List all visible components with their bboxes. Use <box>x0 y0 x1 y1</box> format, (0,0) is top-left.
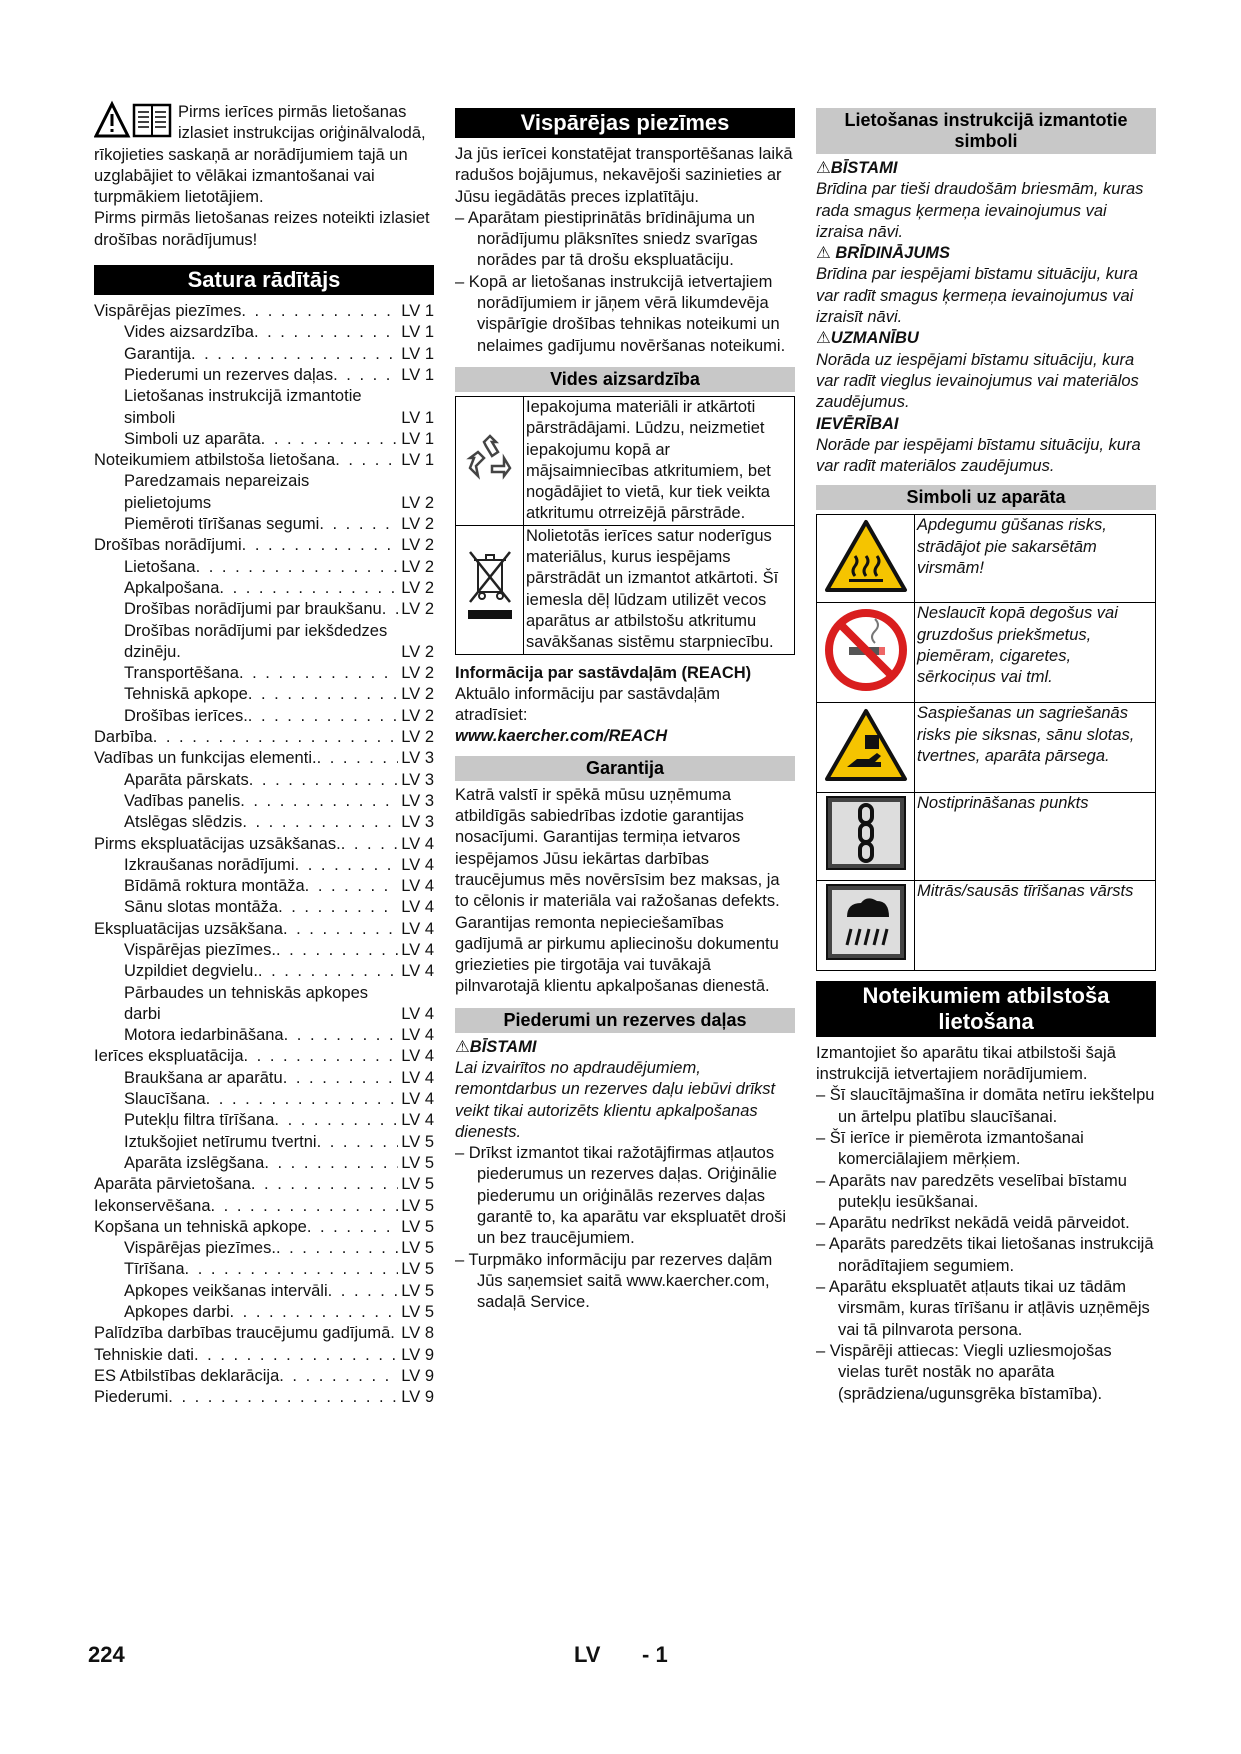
toc-item[interactable] <box>94 791 434 812</box>
toc-item-title: Bīdāmā roktura montāža <box>124 877 305 896</box>
toc-item-title: Iztukšojiet netīrumu tvertni <box>124 1132 317 1151</box>
toc-leader-dots <box>295 855 399 876</box>
toc-item[interactable] <box>94 876 434 897</box>
toc-item[interactable] <box>94 1196 434 1217</box>
toc-leader-dots <box>191 344 398 365</box>
toc-leader-dots <box>230 1302 399 1323</box>
toc-item[interactable] <box>94 471 434 514</box>
toc-item-page: LV 2 <box>401 728 434 747</box>
toc-leader-dots <box>194 1345 398 1366</box>
toc-leader-dots <box>317 748 399 769</box>
danger-triangle-icon: ⚠ <box>455 1037 470 1056</box>
environment-row <box>456 525 795 654</box>
recycle-icon <box>456 396 524 525</box>
toc-item[interactable] <box>94 535 434 556</box>
toc-item[interactable] <box>94 557 434 578</box>
toc-item-page: LV 8 <box>401 1324 434 1343</box>
toc-item-page: LV 4 <box>401 1090 434 1109</box>
accessories-bullet: – Turpmāko informāciju par rezerves daļām Jūs saņemsiet saitā www.kaercher.com, sadaļā Service. <box>455 1250 795 1314</box>
toc-item-page: LV 4 <box>401 1111 434 1130</box>
toc-item-page: LV 3 <box>401 770 434 789</box>
warning-triangle-icon: ⚠ <box>816 244 836 263</box>
toc-leader-dots <box>219 578 398 599</box>
footer-sub-page: - 1 <box>642 1642 668 1667</box>
device-symbol-row <box>817 880 1156 970</box>
page-number: 224 <box>88 1642 125 1667</box>
device-symbol-text: Nostiprināšanas punkts <box>915 793 1156 880</box>
toc-item-page: LV 3 <box>401 813 434 832</box>
symbols-manual-heading: Lietošanas instrukcijā izmantotie simboli <box>816 108 1156 154</box>
toc-item-title: Apkopes darbi <box>124 1303 230 1322</box>
toc-item-page: LV 2 <box>401 664 434 683</box>
symbol-text-warning: Brīdina par iespējami bīstamu situāciju, kura var radīt smagus ķermeņa ievainojumus vai izraisīt nāvi. <box>816 265 1138 327</box>
toc-item-page: LV 4 <box>401 1068 434 1087</box>
device-symbol-text: Apdegumu gūšanas risks, strādājot pie sakarsētām virsmām! <box>915 515 1156 603</box>
toc-leader-dots <box>241 301 398 322</box>
toc-item-title: Drošības norādījumi par braukšanu <box>124 600 382 619</box>
toc-item-page: LV 5 <box>401 1260 434 1279</box>
toc-item[interactable] <box>94 1110 434 1131</box>
toc-leader-dots <box>206 1089 399 1110</box>
intro-icons <box>94 100 174 142</box>
general-bullet: – Aparātam piestiprinātās brīdinājuma un norādījumu plāksnītes sniedz svarīgas norādes par tā drošu ekspluatāciju. <box>455 208 795 272</box>
toc-leader-dots <box>211 1196 399 1217</box>
toc-item-page: LV 1 <box>401 323 434 342</box>
toc-leader-dots <box>284 1025 399 1046</box>
caution-triangle-icon: ⚠ <box>816 329 831 348</box>
warranty-heading: Garantija <box>455 756 795 781</box>
environment-row <box>456 396 795 525</box>
column-left <box>94 100 434 1409</box>
toc-item-page: LV 4 <box>401 1047 434 1066</box>
toc-item[interactable] <box>94 834 434 855</box>
toc-item[interactable] <box>94 1217 434 1238</box>
toc-leader-dots <box>251 1174 398 1195</box>
wet-dry-valve-icon <box>817 880 915 970</box>
toc-item-title: ES Atbilstības deklarācija <box>94 1366 280 1385</box>
device-symbol-row <box>817 793 1156 880</box>
toc-item-page: LV 5 <box>401 1196 434 1215</box>
device-symbol-row <box>817 515 1156 603</box>
device-symbol-text: Neslaucīt kopā degošus vai gruzdošus priekšmetus, piemēram, cigaretes, sērkociņus vai tml. <box>915 603 1156 703</box>
toc-item-page: LV 5 <box>401 1239 434 1258</box>
toc-item-page: LV 1 <box>401 344 434 363</box>
column-right <box>816 100 1156 1405</box>
toc-item-title: Apkalpošana <box>124 578 220 597</box>
symbol-text-notice: Norāde par iespējami bīstamu situāciju, kura var radīt materiālos zaudējumus. <box>816 435 1141 476</box>
toc-item-title: Tehniskie dati <box>94 1345 194 1364</box>
toc-item-page: LV 9 <box>401 1388 434 1407</box>
intended-use-bullet: – Šī slaucītājmašīna ir domāta netīru iekštelpu un ārtelpu platību slaucīšanai. <box>816 1085 1156 1128</box>
toc-item-title: Darbība <box>94 728 153 747</box>
toc-item-title: Motora iedarbināšana <box>124 1026 284 1045</box>
toc-item-title: Lietošana <box>124 557 196 576</box>
toc-leader-dots <box>335 450 398 471</box>
toc-item[interactable] <box>94 983 434 1026</box>
hand-crush-warning-icon <box>817 703 915 793</box>
toc-leader-dots <box>240 791 398 812</box>
toc-item-title: Aparāta izslēgšana <box>124 1153 265 1172</box>
toc-leader-dots <box>328 1281 399 1302</box>
toc-item-title: Atslēgas slēdzis <box>124 813 243 832</box>
toc-leader-dots <box>248 684 398 705</box>
general-bullet: – Kopā ar lietošanas instrukcijā ietvertajiem norādījumiem ir jāņem vērā likumdevēja vispārīgie drošības tehnikas noteikumi un nelaimes gadījumu novēršanas noteikumi. <box>455 272 795 357</box>
toc-leader-dots <box>317 1132 399 1153</box>
toc-leader-dots <box>278 897 398 918</box>
toc-item[interactable] <box>94 344 434 365</box>
general-heading: Vispārējas piezīmes <box>455 108 795 138</box>
toc-leader-dots <box>390 1323 398 1344</box>
toc-item[interactable] <box>94 1174 434 1195</box>
toc-item[interactable] <box>94 1238 434 1259</box>
toc-leader-dots <box>264 1153 398 1174</box>
toc-item-page: LV 2 <box>401 536 434 555</box>
toc-item-title: Piederumi <box>94 1388 169 1407</box>
intended-use-bullet: – Vispārēji attiecas: Viegli uzliesmojošas vielas turēt nostāk no aparāta (sprādziena/ugunsgrēka bīstamība). <box>816 1341 1156 1405</box>
manual-book-icon <box>134 105 170 136</box>
toc-item-title: Apkopes veikšanas intervāli <box>124 1281 328 1300</box>
symbol-label-notice: IEVĒRĪBAI <box>816 414 899 433</box>
footer-language: LV <box>574 1642 601 1667</box>
toc-item-title: Pirms ekspluatācijas uzsākšanas. <box>94 834 341 853</box>
toc-item-title: Vadības un funkcijas elementi. <box>94 749 317 768</box>
toc-item[interactable] <box>94 1387 434 1408</box>
toc-item-page: LV 4 <box>401 877 434 896</box>
toc-leader-dots <box>283 919 398 940</box>
toc-item[interactable] <box>94 365 434 386</box>
toc-item-page: LV 2 <box>401 493 434 512</box>
intended-use-bullet: – Aparāts paredzēts tikai lietošanas instrukcijā norādītajiem segumiem. <box>816 1234 1156 1277</box>
crossed-bin-icon <box>456 525 524 654</box>
environment-row-text: Nolietotās ierīces satur noderīgus materiālus, kurus iespējams pārstrādāt un izmantot atkārtoti. Šī iemesla dēļ lūdzam utilizēt vecos aparātus ar atbilstošu atkritumu savākšanas sistēmu starpniecību. <box>524 525 795 654</box>
environment-row-text: Iepakojuma materiāli ir atkārtoti pārstrādājami. Lūdzu, neizmetiet iepakojumu kopā ar mājsaimniecības atkritumiem, bet nogādājiet to vietā, kur tiek veikta atkritumu otrreizējā pārstrāde. <box>524 396 795 525</box>
toc-item-title: Kopšana un tehniskā apkope <box>94 1217 307 1236</box>
environment-heading: Vides aizsardzība <box>455 367 795 392</box>
toc-item-title: Vadības panelis <box>124 791 241 810</box>
toc-item-title: Iekonservēšana <box>94 1196 211 1215</box>
toc-item-page: LV 1 <box>401 302 434 321</box>
toc-item[interactable] <box>94 450 434 471</box>
toc-leader-dots <box>305 876 399 897</box>
toc-item[interactable] <box>94 429 434 450</box>
toc-item-title: Drošības norādījumi par iekšdedzes dzinēju. <box>124 621 388 661</box>
toc-item[interactable] <box>94 770 434 791</box>
toc-item[interactable] <box>94 301 434 322</box>
toc-item[interactable] <box>94 961 434 982</box>
toc-item[interactable] <box>94 1089 434 1110</box>
toc-item-page: LV 4 <box>401 834 434 853</box>
intended-use-bullet: – Aparātu nedrīkst nekādā veidā pārveidot. <box>816 1213 1156 1234</box>
toc-leader-dots <box>276 1238 398 1259</box>
toc-leader-dots <box>261 429 399 450</box>
toc-item-page: LV 2 <box>401 515 434 534</box>
symbol-label-warning: ⚠ BRĪDINĀJUMS <box>816 244 950 263</box>
toc-leader-dots <box>239 663 398 684</box>
accessories-danger-text: Lai izvairītos no apdraudējumiem, remontdarbus un rezerves daļu iebūvi drīkst veikt tikai autorizēts klientu apkalpošanas dienests. <box>455 1058 776 1141</box>
toc-leader-dots <box>168 1387 398 1408</box>
symbol-label-caution: ⚠UZMANĪBU <box>816 329 919 348</box>
toc-item-page: LV 3 <box>401 791 434 810</box>
toc-item-page: LV 4 <box>401 962 434 981</box>
toc-item-title: Simboli uz aparāta <box>124 429 261 448</box>
toc-item-title: Ekspluatācijas uzsākšana <box>94 919 283 938</box>
reach-text: Aktuālo informāciju par sastāvdaļām atradīsiet: <box>455 684 721 725</box>
toc-item[interactable] <box>94 706 434 727</box>
toc-item[interactable] <box>94 1323 434 1344</box>
toc-item[interactable] <box>94 1153 434 1174</box>
toc-item-page: LV 5 <box>401 1153 434 1172</box>
toc-item-page: LV 2 <box>401 706 434 725</box>
toc-item-title: Transportēšana <box>124 664 239 683</box>
toc-item-title: Garantija <box>124 344 191 363</box>
toc-item[interactable] <box>94 812 434 833</box>
device-symbol-row <box>817 603 1156 703</box>
symbol-text-caution: Norāda uz iespējami bīstamu situāciju, kura var radīt vieglus ievainojumus vai materiālos zaudējumus. <box>816 350 1139 412</box>
hot-surface-warning-icon <box>817 515 915 603</box>
toc-leader-dots <box>249 770 399 791</box>
warranty-text: Katrā valstī ir spēkā mūsu uzņēmuma atbildīgās sabiedrības izdotie garantijas nosacījumi. Garantijas termiņa ietvaros iespējamos Jūsu iekārtas darbības traucējumus mēs novērsīsim bez maksas, ja to cēlonis ir materiāla vai ražošanas defekts. Garantijas remonta nepieciešamības gadījumā ar pirkumu apliecinošu dokumentu griezieties pie tirgotāja vai tuvākajā pilnvarotajā klientu apkalpošanas dienestā. <box>455 785 780 996</box>
device-symbol-text: Mitrās/sausās tīrīšanas vārsts <box>915 880 1156 970</box>
toc-leader-dots <box>307 1217 398 1238</box>
toc-item-title: Putekļu filtra tīrīšana <box>124 1111 275 1130</box>
toc-item-title: Tīrīšana <box>124 1260 185 1279</box>
toc-item-title: Aparāta pārvietošana <box>94 1175 251 1194</box>
toc-item-title: Vides aizsardzība <box>124 323 254 342</box>
toc-item-title: Vispārējas piezīmes. <box>124 940 276 959</box>
intended-use-bullet: – Aparāts nav paredzēts veselībai bīstamu putekļu iesūkšanai. <box>816 1171 1156 1214</box>
chain-tie-down-icon <box>817 793 915 880</box>
accessories-heading: Piederumi un rezerves daļas <box>455 1008 795 1033</box>
intro-block <box>94 100 434 251</box>
accessories-bullet: – Drīkst izmantot tikai ražotājfirmas atļautos piederumus un rezerves daļas. Oriģinālie piederumu un oriģinālās rezerves daļas garantē to, ka aparātu var ekspluatēt droši un bez traucējumiem. <box>455 1143 795 1249</box>
danger-triangle-icon: ⚠ <box>816 159 831 177</box>
device-symbol-text: Saspiešanas un sagriešanās risks pie siksnas, sānu slotas, tvertnes, aparāta pārsega. <box>915 703 1156 793</box>
toc-item[interactable] <box>94 1302 434 1323</box>
intended-use-heading: Noteikumiem atbilstoša lietošana <box>816 981 1156 1037</box>
accessories-danger-label: ⚠BĪSTAMI <box>455 1037 537 1056</box>
toc-item-title: Lietošanas instrukcijā izmantotie simboli <box>124 387 362 427</box>
toc-item[interactable] <box>94 1025 434 1046</box>
toc-item[interactable] <box>94 919 434 940</box>
reach-link[interactable]: www.kaercher.com/REACH <box>455 727 668 746</box>
toc-leader-dots <box>242 535 399 556</box>
toc-leader-dots <box>242 812 398 833</box>
toc-item[interactable] <box>94 322 434 343</box>
toc-item[interactable] <box>94 1281 434 1302</box>
toc-item-page: LV 5 <box>401 1303 434 1322</box>
toc-item-title: Pārbaudes un tehniskās apkopes darbi <box>124 983 369 1023</box>
toc-item[interactable] <box>94 1132 434 1153</box>
intended-use-text: Izmantojiet šo aparātu tikai atbilstoši šajā instrukcijā ietvertajiem norādījumiem. <box>816 1043 1116 1084</box>
toc-leader-dots <box>382 599 399 620</box>
toc-item-page: LV 2 <box>401 578 434 597</box>
toc-item-title: Vispārējas piezīmes <box>94 302 242 321</box>
toc-item[interactable] <box>94 940 434 961</box>
toc-leader-dots <box>196 557 399 578</box>
toc-item-page: LV 4 <box>401 855 434 874</box>
toc-item-title: Paredzamais nepareizais pielietojums <box>124 472 310 512</box>
toc-item-page: LV 1 <box>401 451 434 470</box>
toc-item-title: Sānu slotas montāža <box>124 898 279 917</box>
toc-item-page: LV 1 <box>401 429 434 448</box>
toc-leader-dots <box>254 322 398 343</box>
toc-item[interactable] <box>94 1068 434 1089</box>
toc-item[interactable] <box>94 897 434 918</box>
toc-leader-dots <box>258 961 398 982</box>
toc-item-page: LV 2 <box>401 600 434 619</box>
toc-item[interactable] <box>94 514 434 535</box>
warning-triangle-icon <box>94 100 174 140</box>
environment-table <box>455 396 795 655</box>
toc-item-title: Vispārējas piezīmes. <box>124 1239 276 1258</box>
toc-item-title: Palīdzība darbības traucējumu gadījumā <box>94 1324 391 1343</box>
table-of-contents <box>94 301 434 1408</box>
intro-text: Pirms ierīces pirmās lietošanas izlasiet instrukcijas oriģinālvalodā, rīkojieties saskaņā ar norādījumiem tajā un uzglabājiet to vēlākai izmantošanai vai turpmākiem lietotājiem. <box>94 103 426 207</box>
toc-leader-dots <box>283 1068 399 1089</box>
toc-item[interactable] <box>94 1345 434 1366</box>
device-symbols-table <box>816 514 1156 970</box>
toc-item[interactable] <box>94 1046 434 1067</box>
toc-item-page: LV 4 <box>401 1026 434 1045</box>
toc-item-page: LV 2 <box>401 685 434 704</box>
toc-leader-dots <box>341 834 399 855</box>
symbol-label-danger: ⚠BĪSTAMI <box>816 159 898 177</box>
symbol-text-danger: Brīdina par tieši draudošām briesmām, kuras rada smagus ķermeņa ievainojumus vai izraisa nāvi. <box>816 180 1144 241</box>
toc-item-page: LV 5 <box>401 1175 434 1194</box>
toc-item-title: Izkraušanas norādījumi <box>124 855 295 874</box>
toc-item-title: Drošības ierīces. <box>124 706 248 725</box>
toc-leader-dots <box>185 1259 399 1280</box>
toc-item-page: LV 5 <box>401 1217 434 1236</box>
toc-item-title: Aparāta pārskats <box>124 770 249 789</box>
toc-heading: Satura rādītājs <box>94 265 434 295</box>
toc-leader-dots <box>244 1046 399 1067</box>
toc-leader-dots <box>333 365 398 386</box>
toc-item-page: LV 4 <box>401 940 434 959</box>
toc-item-page: LV 5 <box>401 1281 434 1300</box>
toc-item[interactable] <box>94 1366 434 1387</box>
toc-leader-dots <box>279 1366 398 1387</box>
toc-item[interactable] <box>94 621 434 664</box>
toc-item-title: Piemēroti tīrīšanas segumi <box>124 515 320 534</box>
toc-item-page: LV 9 <box>401 1345 434 1364</box>
toc-item[interactable] <box>94 684 434 705</box>
intro-safety-text: Pirms pirmās lietošanas reizes noteikti izlasiet drošības norādījumus! <box>94 209 430 249</box>
toc-item[interactable] <box>94 1259 434 1280</box>
toc-leader-dots <box>274 1110 398 1131</box>
intended-use-bullet: – Aparātu ekspluatēt atļauts tikai uz tādām virsmām, kuras tīrīšanu ir atļāvis uzņēmējs vai tā pilnvarota persona. <box>816 1277 1156 1341</box>
toc-item[interactable] <box>94 578 434 599</box>
toc-item[interactable] <box>94 748 434 769</box>
toc-item-page: LV 4 <box>401 898 434 917</box>
toc-leader-dots <box>248 706 398 727</box>
toc-item[interactable] <box>94 599 434 620</box>
intended-use-list <box>816 1085 1156 1404</box>
toc-item[interactable] <box>94 663 434 684</box>
toc-item-title: Uzpildiet degvielu. <box>124 962 258 981</box>
toc-item-title: Braukšana ar aparātu <box>124 1068 283 1087</box>
toc-item-page: LV 2 <box>401 557 434 576</box>
toc-leader-dots <box>319 514 398 535</box>
general-text: Ja jūs ierīcei konstatējat transportēšanas laikā radušos bojājumus, nekavējoši sazinieties ar Jūsu iegādātās preces izplatītāju. <box>455 145 793 206</box>
no-burning-objects-icon <box>817 603 915 703</box>
toc-item-title: Drošības norādījumi <box>94 536 242 555</box>
toc-item-page: LV 1 <box>401 365 434 384</box>
toc-item-page: LV 5 <box>401 1132 434 1151</box>
toc-item-page: LV 4 <box>401 1004 434 1023</box>
toc-item-title: Slaucīšana <box>124 1090 206 1109</box>
device-symbol-row <box>817 703 1156 793</box>
reach-title: Informācija par sastāvdaļām (REACH) <box>455 663 752 682</box>
intended-use-bullet: – Šī ierīce ir piemērota izmantošanai komerciālajiem mērķiem. <box>816 1128 1156 1171</box>
toc-item-title: Ierīces ekspluatācija <box>94 1047 244 1066</box>
toc-item-title: Noteikumiem atbilstoša lietošana <box>94 451 336 470</box>
toc-item-title: Tehniskā apkope <box>124 685 248 704</box>
toc-item-page: LV 1 <box>401 408 434 427</box>
symbols-device-heading: Simboli uz aparāta <box>816 485 1156 510</box>
toc-item-page: LV 4 <box>401 919 434 938</box>
toc-leader-dots <box>153 727 399 748</box>
toc-leader-dots <box>276 940 398 961</box>
toc-item[interactable] <box>94 727 434 748</box>
toc-item-page: LV 3 <box>401 749 434 768</box>
toc-item-title: Piederumi un rezerves daļas <box>124 365 334 384</box>
toc-item-page: LV 2 <box>401 642 434 661</box>
column-middle <box>455 100 795 1314</box>
toc-item-page: LV 9 <box>401 1366 434 1385</box>
toc-item[interactable] <box>94 386 434 429</box>
toc-item[interactable] <box>94 855 434 876</box>
